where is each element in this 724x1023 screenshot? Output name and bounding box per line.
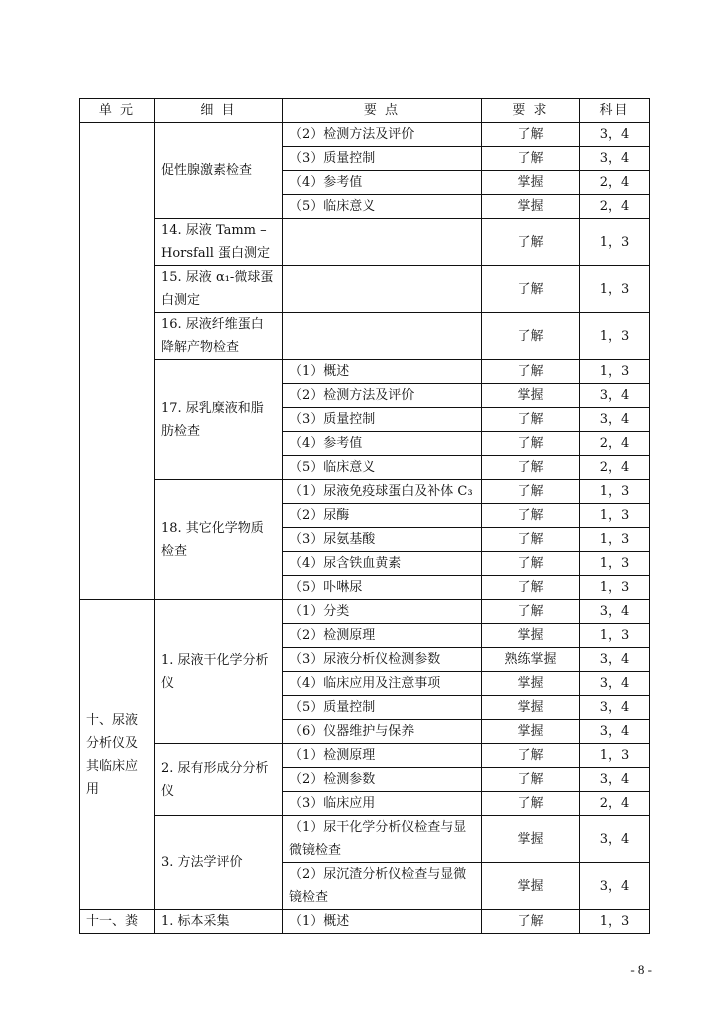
cell-detail: 促性腺激素检查 xyxy=(155,123,283,219)
cell-point: （2）检测参数 xyxy=(283,768,482,792)
cell-subject: 1，3 xyxy=(580,360,650,384)
cell-requirement: 了解 xyxy=(482,600,580,624)
cell-point: （4）尿含铁血黄素 xyxy=(283,552,482,576)
cell-detail: 1. 标本采集 xyxy=(155,910,283,934)
cell-subject: 1，3 xyxy=(580,480,650,504)
cell-requirement: 掌握 xyxy=(482,863,580,910)
cell-detail: 17. 尿乳糜液和脂肪检查 xyxy=(155,360,283,480)
cell-requirement: 了解 xyxy=(482,432,580,456)
cell-requirement: 了解 xyxy=(482,504,580,528)
cell-unit xyxy=(80,123,155,600)
cell-detail: 14. 尿液 Tamm – Horsfall 蛋白测定 xyxy=(155,219,283,266)
cell-requirement: 了解 xyxy=(482,219,580,266)
cell-subject: 1，3 xyxy=(580,504,650,528)
cell-point: （1）尿液免疫球蛋白及补体 C₃ xyxy=(283,480,482,504)
cell-point: （1）概述 xyxy=(283,360,482,384)
cell-requirement: 了解 xyxy=(482,313,580,360)
cell-subject: 1，3 xyxy=(580,910,650,934)
cell-requirement: 了解 xyxy=(482,552,580,576)
header-row xyxy=(80,99,650,123)
cell-point: （2）尿沉渣分析仪检查与显微镜检查 xyxy=(283,863,482,910)
cell-subject: 2，4 xyxy=(580,792,650,816)
cell-requirement: 了解 xyxy=(482,360,580,384)
cell-point: （6）仪器维护与保养 xyxy=(283,720,482,744)
table-row xyxy=(80,360,650,384)
header-requirement: 要 求 xyxy=(482,99,580,123)
cell-point: （2）检测方法及评价 xyxy=(283,123,482,147)
cell-point: （3）质量控制 xyxy=(283,408,482,432)
cell-requirement: 掌握 xyxy=(482,672,580,696)
header-detail: 细 目 xyxy=(155,99,283,123)
cell-point: （5）质量控制 xyxy=(283,696,482,720)
cell-requirement: 了解 xyxy=(482,768,580,792)
cell-requirement: 了解 xyxy=(482,910,580,934)
table-body xyxy=(80,123,650,934)
cell-detail: 3. 方法学评价 xyxy=(155,816,283,910)
cell-requirement: 了解 xyxy=(482,528,580,552)
table-row xyxy=(80,123,650,147)
cell-subject: 3，4 xyxy=(580,720,650,744)
cell-subject: 2，4 xyxy=(580,171,650,195)
cell-point: （3）尿氨基酸 xyxy=(283,528,482,552)
cell-detail: 18. 其它化学物质检查 xyxy=(155,480,283,600)
table-row xyxy=(80,266,650,313)
cell-subject: 3，4 xyxy=(580,768,650,792)
cell-subject: 1，3 xyxy=(580,219,650,266)
cell-point: （1）概述 xyxy=(283,910,482,934)
cell-requirement: 掌握 xyxy=(482,384,580,408)
cell-point: （4）参考值 xyxy=(283,432,482,456)
cell-subject: 3，4 xyxy=(580,147,650,171)
cell-subject: 3，4 xyxy=(580,408,650,432)
cell-subject: 1，3 xyxy=(580,552,650,576)
cell-requirement: 掌握 xyxy=(482,195,580,219)
cell-requirement: 掌握 xyxy=(482,696,580,720)
cell-requirement: 了解 xyxy=(482,576,580,600)
cell-point: （4）临床应用及注意事项 xyxy=(283,672,482,696)
cell-point: （4）参考值 xyxy=(283,171,482,195)
cell-point: （5）临床意义 xyxy=(283,195,482,219)
table-row xyxy=(80,480,650,504)
header-point: 要 点 xyxy=(283,99,482,123)
table-row xyxy=(80,816,650,863)
cell-detail: 15. 尿液 α₁-微球蛋白测定 xyxy=(155,266,283,313)
cell-requirement: 了解 xyxy=(482,456,580,480)
cell-requirement: 了解 xyxy=(482,792,580,816)
cell-subject: 3，4 xyxy=(580,816,650,863)
cell-requirement: 了解 xyxy=(482,147,580,171)
cell-subject: 2，4 xyxy=(580,432,650,456)
cell-requirement: 掌握 xyxy=(482,720,580,744)
cell-point: （2）检测方法及评价 xyxy=(283,384,482,408)
cell-requirement: 了解 xyxy=(482,123,580,147)
cell-subject: 3，4 xyxy=(580,696,650,720)
cell-subject: 3，4 xyxy=(580,648,650,672)
cell-requirement: 了解 xyxy=(482,480,580,504)
cell-requirement: 了解 xyxy=(482,266,580,313)
cell-requirement: 掌握 xyxy=(482,816,580,863)
cell-unit: 十、尿液分析仪及其临床应用 xyxy=(80,600,155,910)
header-subject: 科目 xyxy=(580,99,650,123)
cell-subject: 1，3 xyxy=(580,266,650,313)
cell-detail: 1. 尿液干化学分析仪 xyxy=(155,600,283,744)
cell-subject: 3，4 xyxy=(580,123,650,147)
cell-point xyxy=(283,313,482,360)
cell-point: （5）卟啉尿 xyxy=(283,576,482,600)
cell-subject: 3，4 xyxy=(580,600,650,624)
cell-point: （1）检测原理 xyxy=(283,744,482,768)
cell-requirement: 熟练掌握 xyxy=(482,648,580,672)
cell-point: （1）尿干化学分析仪检查与显微镜检查 xyxy=(283,816,482,863)
cell-point: （1）分类 xyxy=(283,600,482,624)
cell-requirement: 掌握 xyxy=(482,624,580,648)
cell-point xyxy=(283,219,482,266)
syllabus-table xyxy=(79,98,650,934)
cell-detail: 16. 尿液纤维蛋白降解产物检查 xyxy=(155,313,283,360)
cell-unit: 十一、粪 xyxy=(80,910,155,934)
cell-subject: 2，4 xyxy=(580,456,650,480)
table-row xyxy=(80,219,650,266)
table-row xyxy=(80,744,650,768)
cell-point: （5）临床意义 xyxy=(283,456,482,480)
page-number: - 8 - xyxy=(630,962,652,977)
cell-subject: 2，4 xyxy=(580,195,650,219)
cell-point: （3）质量控制 xyxy=(283,147,482,171)
cell-subject: 1，3 xyxy=(580,528,650,552)
cell-requirement: 了解 xyxy=(482,744,580,768)
cell-point: （3）尿液分析仪检测参数 xyxy=(283,648,482,672)
cell-point: （3）临床应用 xyxy=(283,792,482,816)
table-row xyxy=(80,910,650,934)
cell-subject: 1，3 xyxy=(580,624,650,648)
cell-subject: 1，3 xyxy=(580,744,650,768)
cell-detail: 2. 尿有形成分分析仪 xyxy=(155,744,283,816)
cell-requirement: 掌握 xyxy=(482,171,580,195)
cell-requirement: 了解 xyxy=(482,408,580,432)
cell-subject: 1，3 xyxy=(580,576,650,600)
cell-point xyxy=(283,266,482,313)
cell-subject: 1，3 xyxy=(580,313,650,360)
cell-subject: 3，4 xyxy=(580,672,650,696)
cell-point: （2）检测原理 xyxy=(283,624,482,648)
cell-subject: 3，4 xyxy=(580,863,650,910)
cell-subject: 3，4 xyxy=(580,384,650,408)
header-unit: 单 元 xyxy=(80,99,155,123)
cell-point: （2）尿酶 xyxy=(283,504,482,528)
table-row xyxy=(80,600,650,624)
table-row xyxy=(80,313,650,360)
